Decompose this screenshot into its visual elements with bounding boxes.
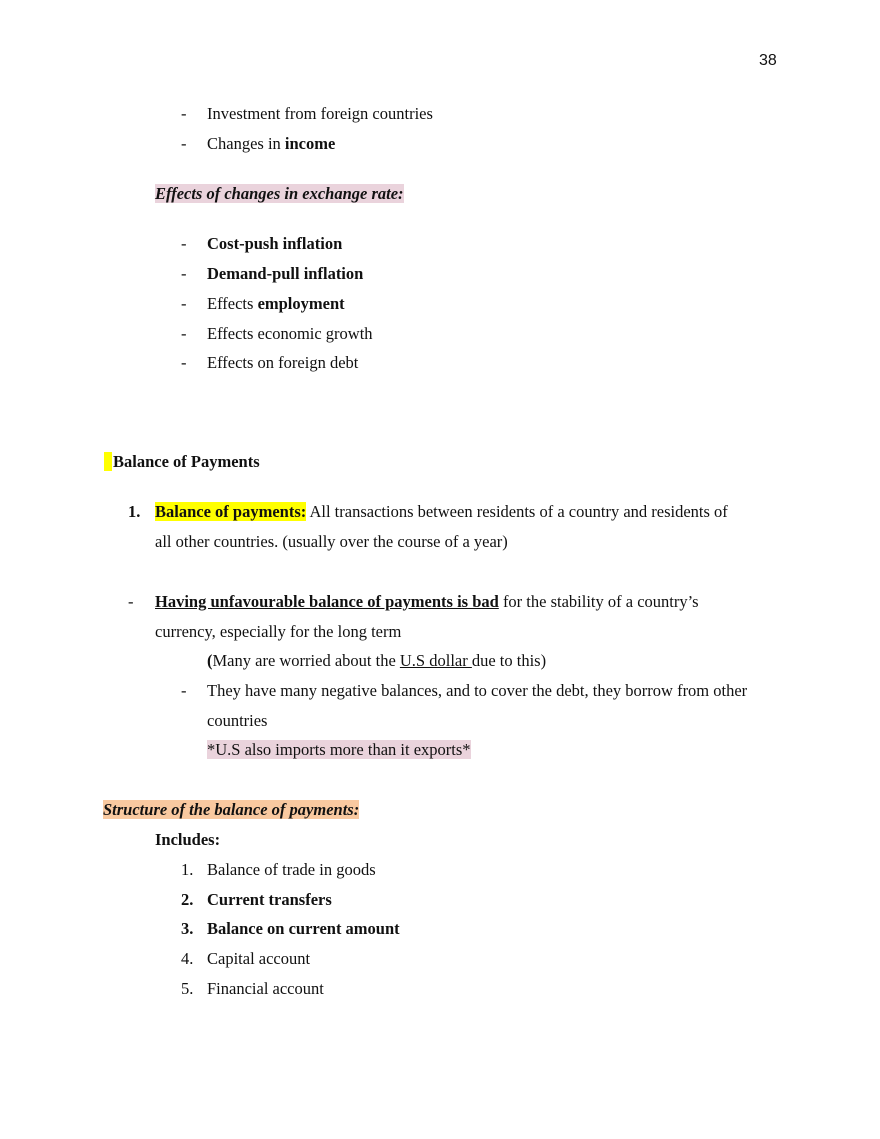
list-dash: - (181, 324, 187, 343)
item-bold: Demand-pull inflation (207, 264, 364, 283)
list-item: Current transfers (207, 890, 332, 909)
list-item: Financial account (207, 979, 324, 998)
number: 1. (128, 502, 141, 521)
list-item (207, 134, 335, 154)
sub-point: They have many negative balances, and to cover the debt, they borrow from other (207, 681, 748, 700)
item-text: Effects (207, 294, 258, 313)
structure-heading-text: Structure of the balance of payments: (103, 800, 360, 819)
effects-heading (155, 184, 404, 204)
list-item (207, 264, 363, 284)
effects-heading-text: Effects of changes in exchange rate: (155, 184, 404, 203)
note (207, 651, 546, 671)
list-item: Balance of trade in goods (207, 860, 376, 879)
list-number: 2. (181, 890, 194, 909)
note-underlined: U.S dollar (399, 651, 472, 670)
list-number: 5. (181, 979, 194, 998)
list-dash: - (128, 592, 134, 611)
item-bold: income (284, 134, 336, 153)
note-text: Many are worried about the (212, 651, 400, 670)
definition-number (128, 502, 140, 522)
list-item: Balance on current amount (207, 919, 400, 938)
highlight-note-text: *U.S also imports more than it exports* (207, 740, 471, 759)
unfavourable-point (155, 592, 699, 612)
list-item: Investment from foreign countries (207, 104, 433, 123)
list-item: Effects on foreign debt (207, 353, 359, 372)
list-dash: - (181, 234, 187, 253)
page-number: 38 (759, 52, 777, 69)
item-bold: Cost-push inflation (207, 234, 343, 253)
point-text: for the stability of a country’s (498, 592, 699, 611)
paren: ( (207, 651, 213, 670)
highlight-note (207, 740, 471, 760)
section-title (113, 452, 260, 472)
includes-text: Includes: (155, 830, 221, 849)
list-item (207, 294, 345, 314)
list-item: Capital account (207, 949, 311, 968)
list-number: 1. (181, 860, 194, 879)
sub-point-continuation: countries (207, 711, 268, 730)
includes-label (155, 830, 220, 850)
structure-heading (103, 800, 359, 820)
definition-continuation: all other countries. (usually over the course of a year) (155, 532, 508, 551)
highlight-marker (104, 452, 112, 471)
item-text: Changes in (207, 134, 285, 153)
list-item: Effects economic growth (207, 324, 373, 343)
point-continuation: currency, especially for the long term (155, 622, 402, 641)
list-dash: - (181, 681, 187, 700)
list-dash: - (181, 264, 187, 283)
list-dash: - (181, 353, 187, 372)
definition-term: Balance of payments: (155, 502, 307, 521)
list-number: 3. (181, 919, 194, 938)
section-title-text: Balance of Payments (113, 452, 260, 471)
definition-text: All transactions between residents of a country and residents of (306, 502, 728, 521)
emphasis-text: Having unfavourable balance of payments is bad (155, 592, 499, 611)
item-bold: employment (257, 294, 345, 313)
list-number: 4. (181, 949, 194, 968)
list-dash: - (181, 294, 187, 313)
list-dash: - (181, 134, 187, 153)
list-dash: - (181, 104, 187, 123)
note-text: due to this) (471, 651, 547, 670)
definition (155, 502, 728, 522)
list-item (207, 234, 342, 254)
